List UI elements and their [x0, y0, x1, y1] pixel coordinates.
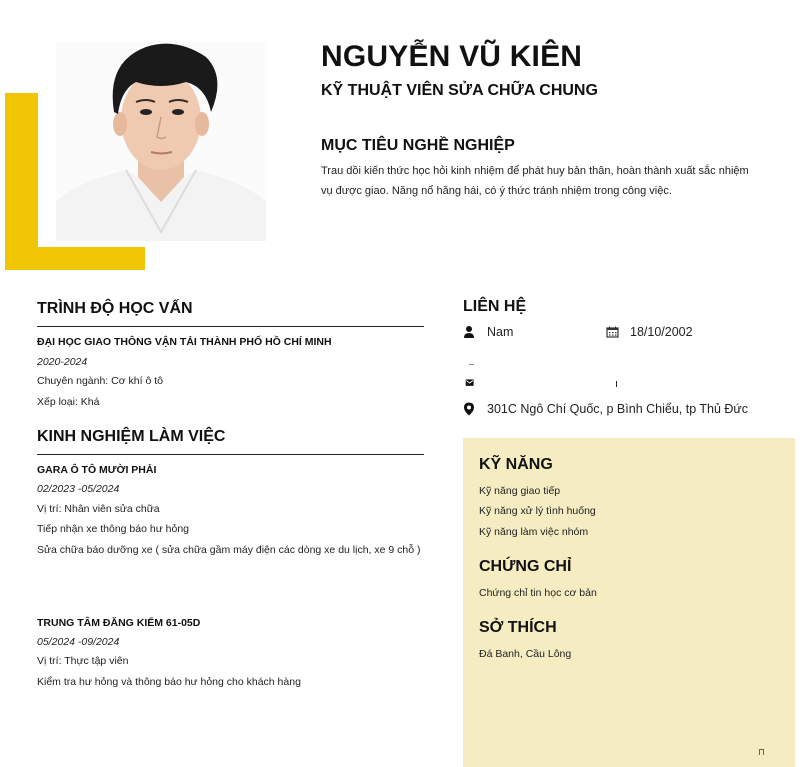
contact-gender — [463, 325, 513, 339]
school-name: ĐẠI HỌC GIAO THÔNG VẬN TẢI THÀNH PHỐ HỒ CHÍ MINH — [37, 336, 332, 348]
education-heading: TRÌNH ĐỘ HỌC VẤN — [37, 300, 193, 317]
job-title: KỸ THUẬT VIÊN SỬA CHỮA CHUNG — [321, 82, 598, 99]
education-major: Chuyên ngành: Cơ khí ô tô — [37, 375, 163, 387]
job-line: Sửa chữa báo dưỡng xe ( sửa chữa gầm máy điện các dòng xe du lịch, xe 9 chỗ ) — [37, 544, 421, 556]
birthday-value: 18/10/2002 — [630, 325, 693, 339]
accent-bar-vertical — [5, 93, 38, 270]
location-pin-icon — [463, 402, 477, 416]
hobbies-heading: SỞ THÍCH — [479, 619, 557, 636]
education-rank: Xếp loại: Khá — [37, 396, 100, 408]
objective-text: Trau dồi kiến thức học hỏi kinh nhiệm để phát huy bản thân, hoàn thành xuất sắc nhiệm vụ được giao. Năng nổ hăng hái, có ý thức tránh nhiệm trong công việc. — [321, 165, 749, 197]
gender-value: Nam — [487, 325, 514, 339]
contact-birthday — [606, 325, 693, 339]
skill-item: Kỹ năng làm việc nhóm — [479, 526, 589, 538]
page-mark-icon — [759, 749, 764, 755]
job-line: Kiểm tra hư hỏng và thông báo hư hỏng cho khách hàng — [37, 676, 301, 688]
contact-address — [463, 402, 748, 416]
company-name: TRUNG TÂM ĐĂNG KIỂM 61-05D — [37, 617, 201, 629]
hobbies-text: Đá Banh, Cầu Lông — [479, 648, 572, 660]
job-line: Tiếp nhận xe thông báo hư hỏng — [37, 523, 190, 535]
profile-photo — [56, 42, 266, 241]
education-divider — [37, 326, 424, 327]
candidate-name: NGUYỄN VŨ KIÊN — [321, 40, 583, 73]
envelope-icon — [463, 378, 477, 388]
job-line: Vị trí: Thực tập viên — [37, 655, 129, 667]
job-period: 05/2024 -09/2024 — [37, 636, 120, 648]
certificate-item: Chứng chỉ tin học cơ bản — [479, 587, 597, 599]
job-line: Vị trí: Nhân viên sửa chữa — [37, 503, 160, 515]
phone-icon — [469, 364, 474, 365]
calendar-icon — [606, 325, 620, 339]
education-period: 2020-2024 — [37, 356, 88, 368]
skill-item: Kỹ năng xử lý tình huống — [479, 505, 596, 517]
certificates-heading: CHỨNG CHỈ — [479, 558, 572, 575]
skill-item: Kỹ năng giao tiếp — [479, 485, 561, 497]
text-cursor-mark — [616, 381, 617, 387]
contact-email — [463, 378, 487, 388]
accent-bar-horizontal — [5, 247, 145, 270]
experience-divider — [37, 454, 424, 455]
person-icon — [463, 325, 477, 339]
contact-heading: LIÊN HỆ — [463, 298, 527, 315]
objective-heading: MỤC TIÊU NGHỀ NGHIỆP — [321, 137, 515, 154]
job-period: 02/2023 -05/2024 — [37, 483, 120, 495]
company-name: GARA Ô TÔ MƯỜI PHẢI — [37, 464, 157, 476]
skills-heading: KỸ NĂNG — [479, 456, 553, 473]
experience-heading: KINH NGHIỆM LÀM VIỆC — [37, 428, 226, 445]
address-value: 301C Ngô Chí Quốc, p Bình Chiểu, tp Thủ Đức — [487, 402, 749, 416]
